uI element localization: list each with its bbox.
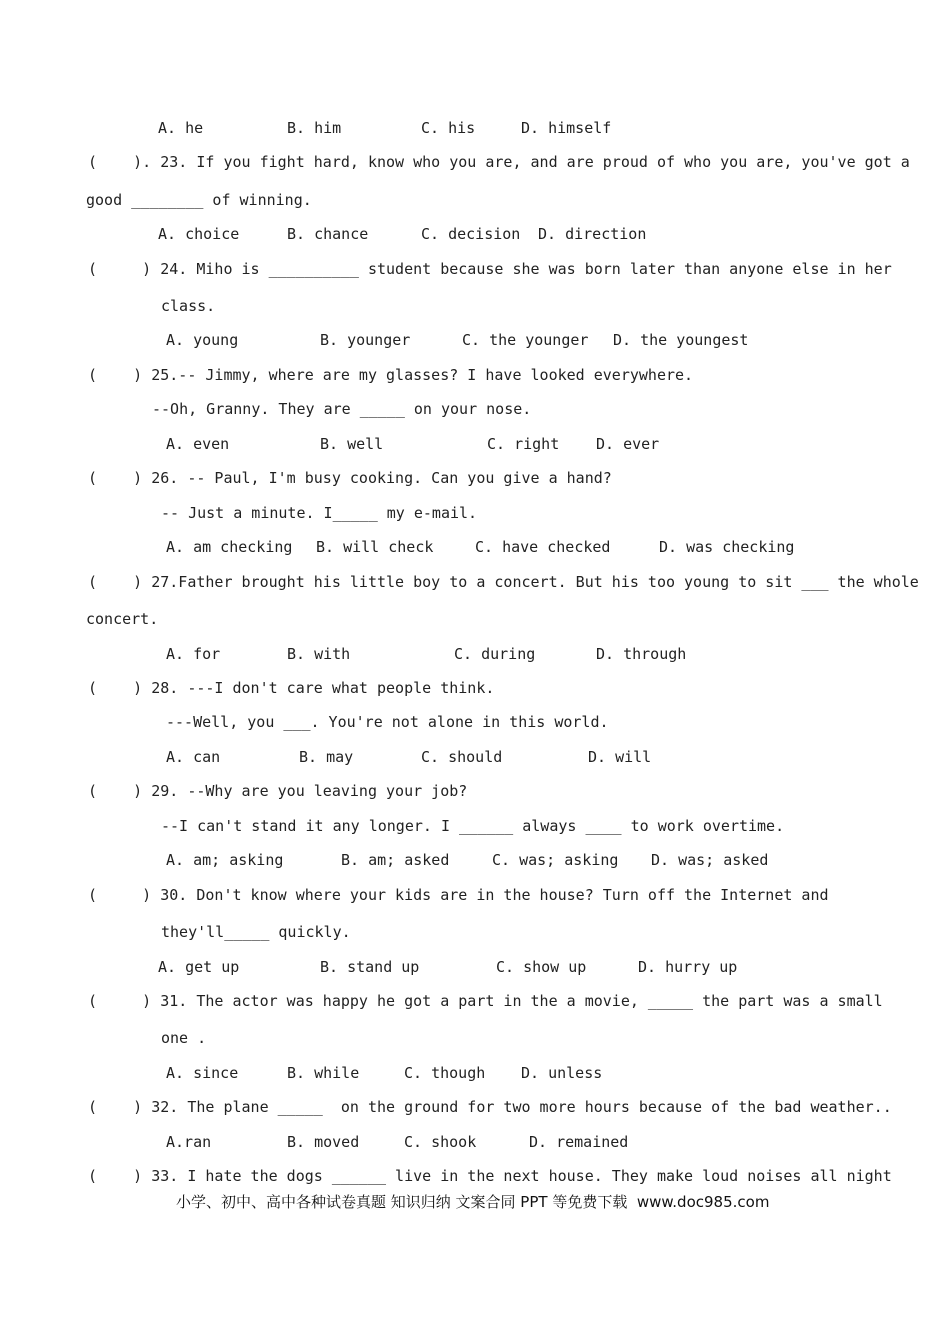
option-c: C. should bbox=[421, 748, 503, 766]
question-26-text: ( ) 26. -- Paul, I'm busy cooking. Can you give a hand? bbox=[88, 469, 612, 487]
option-d: D. direction bbox=[538, 225, 647, 243]
option-c: C. right bbox=[487, 435, 560, 453]
question-28-text-cont: ---Well, you ___. You're not alone in this world. bbox=[166, 713, 609, 731]
option-b: B. stand up bbox=[320, 958, 420, 976]
option-a: A.ran bbox=[166, 1133, 212, 1151]
option-c: C. decision bbox=[421, 225, 521, 243]
option-b: B. may bbox=[299, 748, 354, 766]
option-d: D. ever bbox=[596, 435, 660, 453]
question-25-text: ( ) 25.-- Jimmy, where are my glasses? I have looked everywhere. bbox=[88, 366, 694, 384]
option-c: C. shook bbox=[404, 1133, 477, 1151]
option-b: B. him bbox=[287, 119, 342, 137]
option-a: A. since bbox=[166, 1064, 239, 1082]
option-d: D. unless bbox=[521, 1064, 603, 1082]
option-b: B. younger bbox=[320, 331, 411, 349]
question-27-text: ( ) 27.Father brought his little boy to a concert. But his too young to sit ___ the whole bbox=[88, 573, 919, 591]
option-c: C. was; asking bbox=[492, 851, 619, 869]
option-a: A. am checking bbox=[166, 538, 293, 556]
option-c: C. have checked bbox=[475, 538, 611, 556]
question-31-text-cont: one . bbox=[161, 1029, 207, 1047]
question-30-text: ( ) 30. Don't know where your kids are in the house? Turn off the Internet and bbox=[88, 886, 829, 904]
option-d: D. remained bbox=[529, 1133, 629, 1151]
question-31-text: ( ) 31. The actor was happy he got a part in the a movie, _____ the part was a small bbox=[88, 992, 883, 1010]
option-a: A. am; asking bbox=[166, 851, 284, 869]
question-33-text: ( ) 33. I hate the dogs ______ live in the next house. They make loud noises all night bbox=[88, 1167, 892, 1185]
option-a: A. he bbox=[158, 119, 204, 137]
option-c: C. show up bbox=[496, 958, 587, 976]
question-29-text: ( ) 29. --Why are you leaving your job? bbox=[88, 782, 468, 800]
option-b: B. chance bbox=[287, 225, 369, 243]
option-b: B. with bbox=[287, 645, 351, 663]
option-d: D. the youngest bbox=[613, 331, 749, 349]
option-c: C. during bbox=[454, 645, 536, 663]
option-a: A. can bbox=[166, 748, 221, 766]
option-c: C. though bbox=[404, 1064, 486, 1082]
question-32-text: ( ) 32. The plane _____ on the ground for two more hours because of the bad weather.. bbox=[88, 1098, 892, 1116]
question-23-text: ( ). 23. If you fight hard, know who you are, and are proud of who you are, you've got a bbox=[88, 153, 910, 171]
option-d: D. was checking bbox=[659, 538, 795, 556]
question-28-text: ( ) 28. ---I don't care what people think. bbox=[88, 679, 495, 697]
option-a: A. get up bbox=[158, 958, 240, 976]
question-24-text: ( ) 24. Miho is __________ student because she was born later than anyone else in her bbox=[88, 260, 892, 278]
question-25-text-cont: --Oh, Granny. They are _____ on your nose. bbox=[152, 400, 532, 418]
option-d: D. will bbox=[588, 748, 652, 766]
question-27-text-cont: concert. bbox=[86, 610, 159, 628]
option-a: A. choice bbox=[158, 225, 240, 243]
option-b: B. am; asked bbox=[341, 851, 450, 869]
question-23-text-cont: good ________ of winning. bbox=[86, 191, 312, 209]
footer-text: 小学、初中、高中各种试卷真题 知识归纳 文案合同 PPT 等免费下载 www.doc985.com bbox=[176, 1193, 770, 1211]
option-c: C. his bbox=[421, 119, 476, 137]
option-b: B. well bbox=[320, 435, 384, 453]
option-d: D. himself bbox=[521, 119, 612, 137]
option-d: D. was; asked bbox=[651, 851, 769, 869]
option-b: B. will check bbox=[316, 538, 434, 556]
option-d: D. through bbox=[596, 645, 687, 663]
option-c: C. the younger bbox=[462, 331, 589, 349]
option-d: D. hurry up bbox=[638, 958, 738, 976]
option-b: B. moved bbox=[287, 1133, 360, 1151]
question-24-text-cont: class. bbox=[161, 297, 216, 315]
option-a: A. young bbox=[166, 331, 239, 349]
option-a: A. for bbox=[166, 645, 221, 663]
option-a: A. even bbox=[166, 435, 230, 453]
question-30-text-cont: they'll_____ quickly. bbox=[161, 923, 351, 941]
question-26-text-cont: -- Just a minute. I_____ my e-mail. bbox=[161, 504, 478, 522]
question-29-text-cont: --I can't stand it any longer. I ______ always ____ to work overtime. bbox=[161, 817, 785, 835]
option-b: B. while bbox=[287, 1064, 360, 1082]
